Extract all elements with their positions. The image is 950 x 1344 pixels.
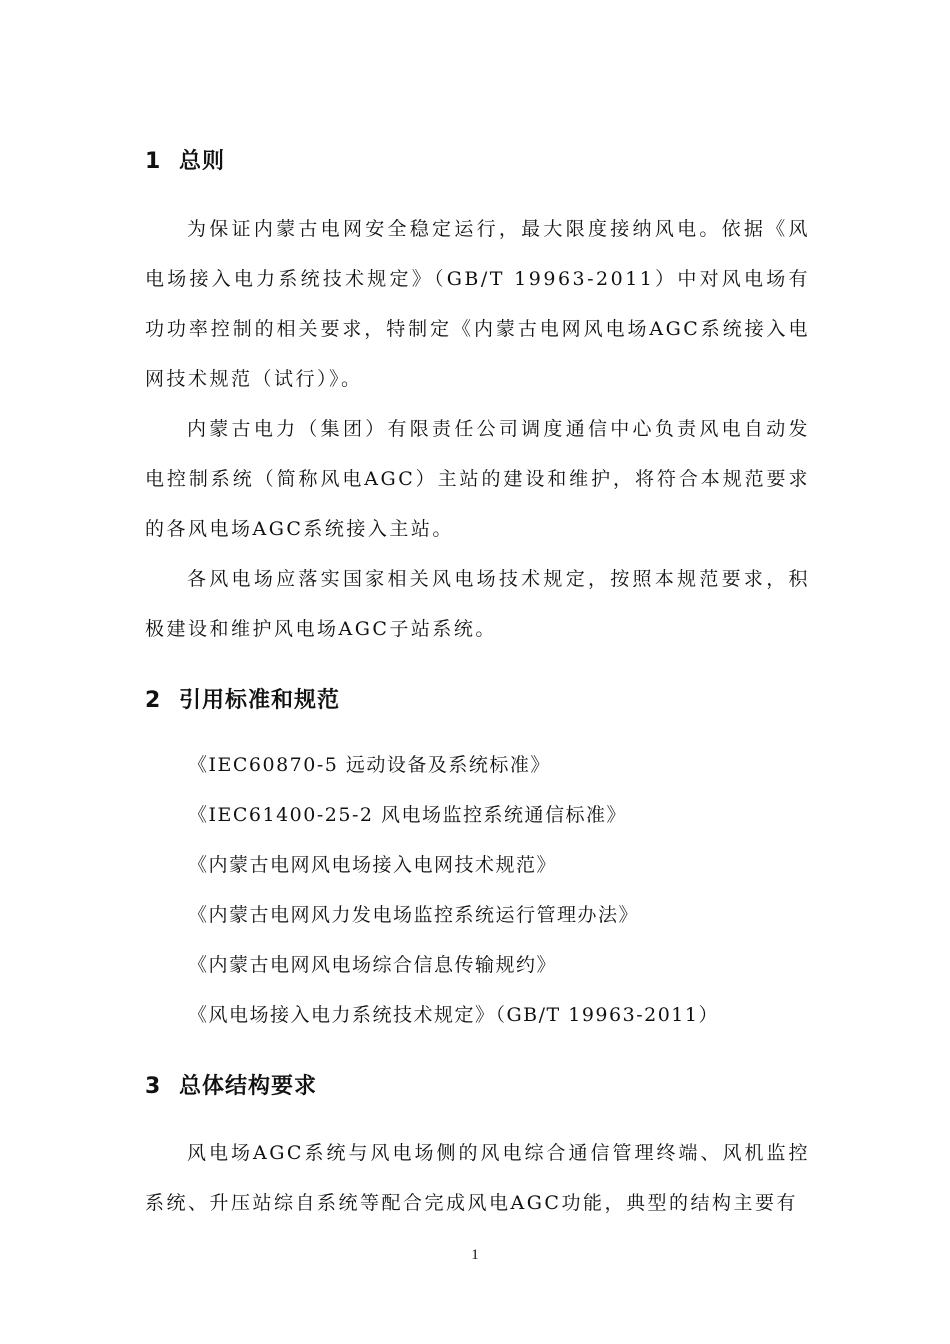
section-1-paragraph-2: 内蒙古电力（集团）有限责任公司调度通信中心负责风电自动发电控制系统（简称风电AGC）主站的建设和维护，将符合本规范要求的各风电场AGC系统接入主站。 <box>145 418 810 540</box>
reference-item: 《内蒙古电网风电场接入电网技术规范》 <box>188 854 558 876</box>
section-3-paragraph-1: 风电场AGC系统与风电场侧的风电综合通信管理终端、风机监控系统、升压站综自系统等配合完成风电AGC功能，典型的结构主要有 <box>145 1142 810 1214</box>
reference-item: 《内蒙古电网风电场综合信息传输规约》 <box>188 954 558 976</box>
section-3-heading <box>145 1069 317 1100</box>
page-number: 1 <box>471 1247 479 1263</box>
section-1-paragraph-1: 为保证内蒙古电网安全稳定运行，最大限度接纳风电。依据《风电场接入电力系统技术规定》（GB/T 19963-2011）中对风电场有功功率控制的相关要求，特制定《内蒙古电网风电场AGC系统接入电网技术规范（试行）》。 <box>145 218 810 390</box>
section-2-number: 2 <box>145 688 162 713</box>
section-3-title: 总体结构要求 <box>179 1074 318 1099</box>
reference-item: 《IEC60870-5 远动设备及系统标准》 <box>188 754 551 776</box>
section-2-heading <box>145 683 340 714</box>
section-1-title: 总则 <box>179 149 226 174</box>
reference-list <box>188 740 719 1040</box>
reference-item: 《风电场接入电力系统技术规定》（GB/T 19963-2011） <box>188 1004 719 1026</box>
section-1-paragraph-3: 各风电场应落实国家相关风电场技术规定，按照本规范要求，积极建设和维护风电场AGC子站系统。 <box>145 568 810 640</box>
section-1-number: 1 <box>145 149 162 174</box>
section-3-number: 3 <box>145 1074 162 1099</box>
section-1-heading <box>145 144 225 175</box>
section-2-title: 引用标准和规范 <box>179 688 341 713</box>
reference-item: 《IEC61400-25-2 风电场监控系统通信标准》 <box>188 804 627 826</box>
reference-item: 《内蒙古电网风力发电场监控系统运行管理办法》 <box>188 904 640 926</box>
